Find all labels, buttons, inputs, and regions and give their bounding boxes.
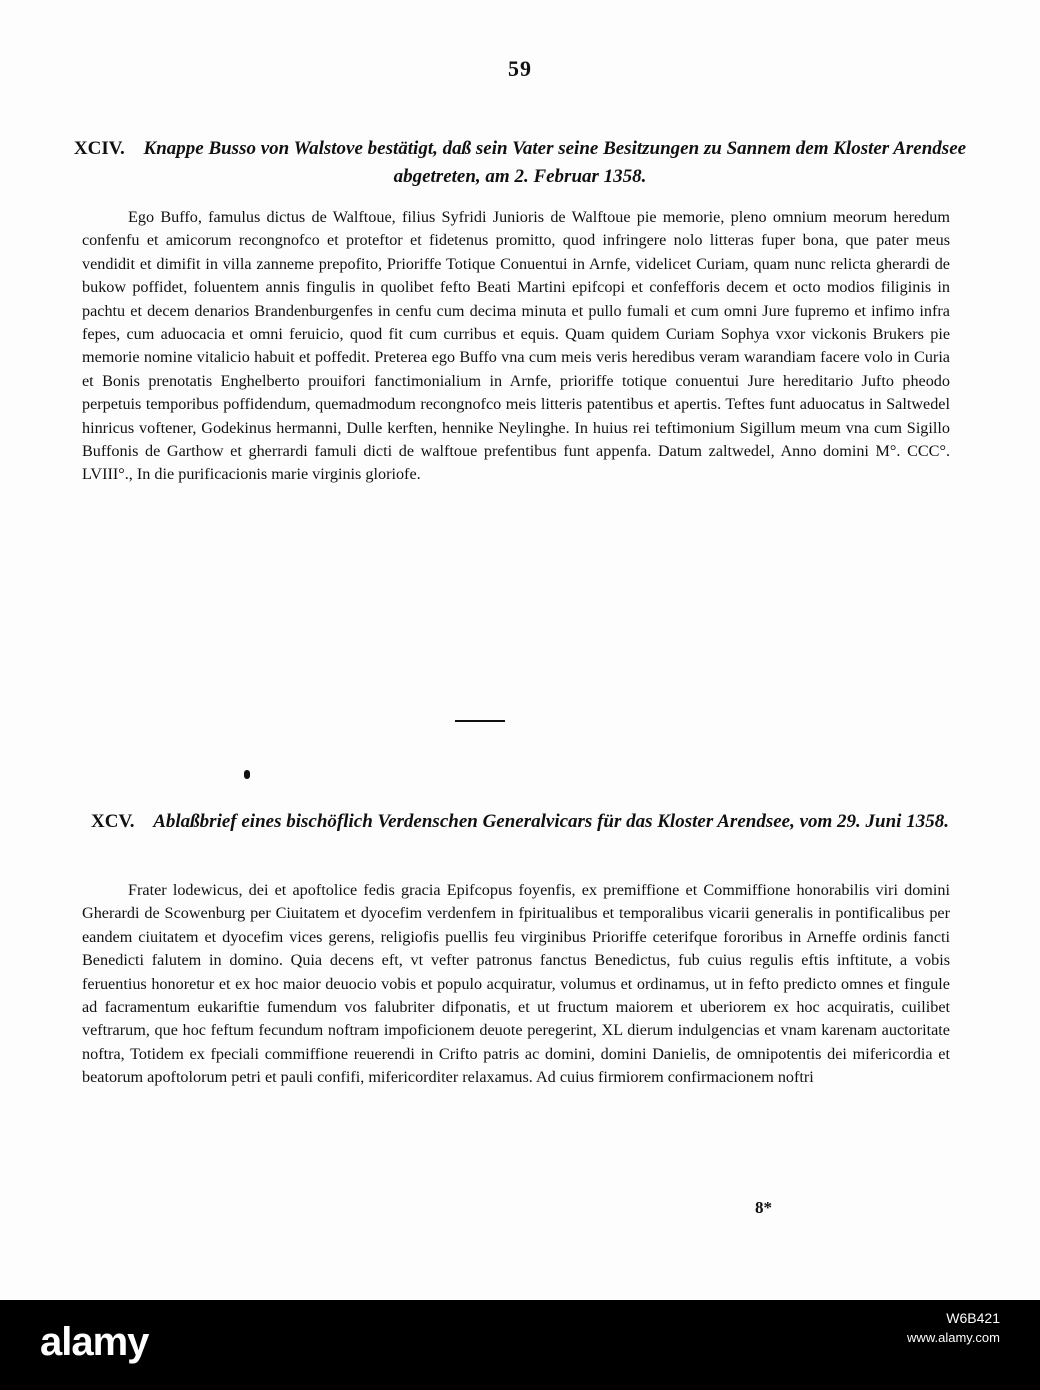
document-body-xciv: Ego Buffo, famulus dictus de Walftoue, filius Syfridi Junioris de Walftoue pie memorie, pleno omnium meorum heredum confenfu et amicorum recongnofco et proteftor et fidetenus promitto, quod infringere nolo litteras fuper bona, que pater meus vendidit et dimifit in villa zanneme prepofito, Prioriffe Totique Conuentui in Arnfe, videlicet Curiam, quam nunc relicta gherardi de bukow poffidet, foluentem annis fingulis in quolibet fefto Beati Martini epifcopi et confefforis decem et octo modios filiginis in pachtu et decem denarios Brandenburgenfes in cenfu cum decima minuta et pullo fumali et cum omni Jure fupremo et infimo infra fepes, cum aduocacia et omni feruicio, quod fit cum curribus et equis. Quam quidem Curiam Sophya vxor vickonis Brukers pie memorie nomine vitalicio habuit et poffedit. Preterea ego Buffo vna cum meis veris heredibus veram warandiam facere volo in Curia et Bonis prenotatis Enghelberto prouifori fanctimonialium in Arnfe, prioriffe totique conuentui Jure hereditario Jufto pheodo perpetuis temporibus poffidendum, quemadmodum recongnofco meis litteris patentibus et apertis. Teftes funt aduocatus in Saltwedel hinricus voftener, Godekinus hermanni, Dulle kerften, hennike Neylinghe. In huius rei teftimonium Sigillum meum vna cum Sigillo Buffonis de Garthow et gherrardi famuli dicti de walftoue prefentibus funt appenfa. Datum zaltwedel, Anno domini M°. CCC°. LVIII°., In die purificacionis marie virginis gloriofe. [82,208,950,484]
document-title: Knappe Busso von Walstove bestätigt, daß sein Vater seine Besitzungen zu Sannem dem Kloster Arendsee abgetreten, am 2. Februar 1358. [143,138,967,187]
document-title: Ablaßbrief eines bischöflich Verdenschen Generalvicars für das Kloster Arendsee, vom 29. Juni 1358. [153,811,949,832]
stock-footer-bar [0,1300,1040,1390]
document-heading-xciv [70,135,970,191]
document-body-xcv: Frater lodewicus, dei et apoftolice fedis gracia Epifcopus foyenfis, ex premiffione et Commiffione honorabilis viri domini Gherardi de Scowenburg per Ciuitatem et dyocefim verdenfem in fpiritualibus et temporalibus vicarii generalis in pontificalibus per eandem ciuitatem et dyocefim vices gerens, religiofis puellis feu virginibus Prioriffe ceterifque fororibus in Arneffe ordinis fancti Benedicti falutem in domino. Quia decens eft, vt vefter patronus fanctus Benedictus, fub cuius regulis eftis inftitute, a vobis feruentius honoretur et ex hoc maior deuocio vobis et populo acquiratur, volumus et ordinamus, ut in fefto predicto omnes et fingule ad facramentum eukariftie fumendum vos falubriter difponatis, et ut fructum maiorem et uberiorem ex hoc acquiratis, cuilibet veftrarum, que hoc feftum fecundum noftram impoficionem deuote peregerint, XL dierum indulgencias et vnam karenam auctoritate noftra, Totidem ex fpeciali commiffione reuerendi in Crifto patris ac domini, domini Danielis, de omnipotentis dei mifericordia et beatorum apoftolorum petri et pauli confifi, mifericorditer relaxamus. Ad cuius firmiorem confirmacionem noftri [82,881,950,1087]
section-divider [455,720,505,722]
document-numeral: XCV. [91,811,135,832]
alamy-logo: alamy [40,1320,149,1364]
site-url: www.alamy.com [907,1330,1000,1345]
image-id-block [907,1308,1000,1348]
document-numeral: XCIV. [73,138,125,159]
image-id: W6B421 [946,1310,1000,1326]
printer-signature-mark: 8* [755,1198,772,1217]
document-heading-xcv [70,808,970,836]
ink-speck [244,770,250,779]
page-number: 59 [508,56,532,81]
